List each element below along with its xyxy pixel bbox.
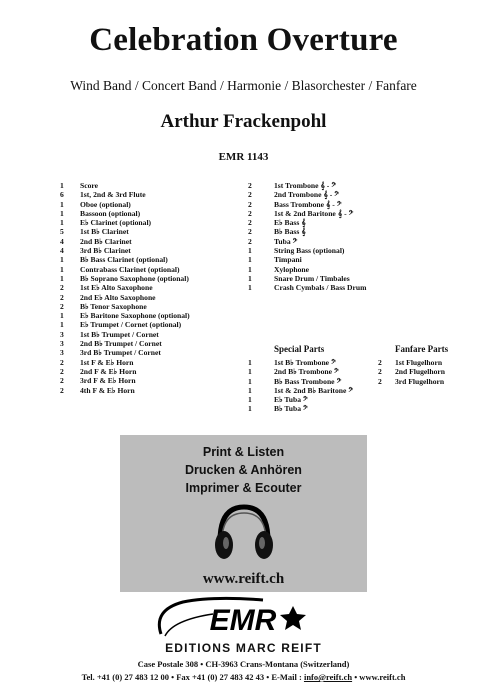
part-quantity: 2 bbox=[60, 301, 64, 311]
part-name: B♭ Bass Clarinet (optional) bbox=[80, 255, 168, 265]
part-name: B♭ Tenor Saxophone bbox=[80, 301, 147, 311]
part-name: 1st Flugelhorn bbox=[395, 358, 443, 367]
part-quantity: 1 bbox=[60, 199, 64, 209]
catalog-number: EMR 1143 bbox=[218, 151, 269, 163]
special-parts-header: Special Parts bbox=[274, 344, 325, 354]
part-name: B♭ Bass 𝄞 bbox=[274, 227, 306, 237]
part-row bbox=[60, 358, 250, 367]
part-name: 2nd B♭ Trombone 𝄢 bbox=[274, 367, 339, 377]
part-row bbox=[60, 274, 250, 283]
promo-line-print-listen: Print & Listen bbox=[202, 445, 285, 459]
part-row bbox=[60, 246, 250, 255]
part-name: Snare Drum / Timbales bbox=[274, 273, 350, 283]
headphones-icon bbox=[210, 501, 278, 563]
part-row bbox=[60, 218, 250, 227]
part-row bbox=[60, 386, 250, 395]
contact-prefix: Tel. +41 (0) 27 483 12 00 • Fax +41 (0) 27 483 42 43 • E-Mail : bbox=[81, 672, 304, 682]
part-quantity: 2 bbox=[60, 376, 64, 386]
part-row bbox=[248, 367, 398, 376]
part-row bbox=[60, 330, 250, 339]
parts-list-right bbox=[248, 181, 438, 293]
part-name: E♭ Clarinet (optional) bbox=[80, 218, 152, 228]
part-row bbox=[248, 227, 438, 236]
part-row bbox=[60, 200, 250, 209]
part-row bbox=[248, 246, 438, 255]
part-row bbox=[248, 377, 398, 386]
part-quantity: 2 bbox=[248, 227, 252, 237]
part-quantity: 1 bbox=[60, 311, 64, 321]
part-row bbox=[60, 348, 250, 357]
part-quantity: 4 bbox=[60, 246, 64, 256]
part-name: 1st B♭ Trombone 𝄢 bbox=[274, 358, 336, 367]
part-quantity: 2 bbox=[248, 199, 252, 209]
part-name: E♭ Tuba 𝄢 bbox=[274, 395, 308, 405]
part-quantity: 4 bbox=[60, 236, 64, 246]
part-quantity: 1 bbox=[248, 255, 252, 265]
part-row bbox=[378, 358, 478, 367]
part-name: E♭ Bass 𝄞 bbox=[274, 218, 306, 228]
special-parts bbox=[248, 345, 398, 414]
part-row bbox=[248, 237, 438, 246]
part-name: E♭ Trumpet / Cornet (optional) bbox=[80, 320, 182, 330]
part-quantity: 2 bbox=[60, 283, 64, 293]
part-name: 3rd Flugelhorn bbox=[395, 376, 445, 386]
part-row bbox=[248, 190, 438, 199]
part-quantity: 2 bbox=[378, 367, 382, 377]
part-quantity: 1 bbox=[248, 367, 252, 377]
part-quantity: 1 bbox=[248, 376, 252, 386]
part-row bbox=[60, 320, 250, 329]
part-quantity: 2 bbox=[248, 190, 252, 200]
part-row bbox=[248, 283, 438, 292]
part-quantity: 2 bbox=[248, 236, 252, 246]
part-row bbox=[60, 367, 250, 376]
part-name: E♭ Baritone Saxophone (optional) bbox=[80, 311, 190, 321]
website-link[interactable]: www.reift.ch bbox=[202, 571, 285, 587]
part-quantity: 2 bbox=[60, 366, 64, 376]
part-row bbox=[60, 376, 250, 385]
part-row bbox=[60, 265, 250, 274]
postal-address: Case Postale 308 • CH-3963 Crans-Montana (Switzerland) bbox=[137, 659, 350, 669]
part-row bbox=[248, 274, 438, 283]
part-row bbox=[60, 237, 250, 246]
part-name: 1st Trombone 𝄞 - 𝄢 bbox=[274, 181, 337, 190]
composer-name: Arthur Frackenpohl bbox=[160, 111, 327, 132]
part-name: String Bass (optional) bbox=[274, 246, 345, 256]
part-quantity: 2 bbox=[378, 358, 382, 367]
part-quantity: 1 bbox=[60, 181, 64, 190]
part-name: Timpani bbox=[274, 255, 302, 265]
part-quantity: 1 bbox=[60, 255, 64, 265]
part-name: 2nd B♭ Clarinet bbox=[80, 236, 132, 246]
score-title: Celebration Overture bbox=[89, 22, 398, 58]
part-row bbox=[248, 265, 438, 274]
part-quantity: 1 bbox=[248, 246, 252, 256]
part-row bbox=[248, 209, 438, 218]
part-name: 1st & 2nd B♭ Baritone 𝄢 bbox=[274, 385, 354, 395]
part-name: 1st, 2nd & 3rd Flute bbox=[80, 190, 146, 200]
part-quantity: 1 bbox=[248, 264, 252, 274]
part-name: 1st B♭ Clarinet bbox=[80, 227, 129, 237]
part-name: B♭ Tuba 𝄢 bbox=[274, 404, 308, 414]
part-name: 3rd B♭ Trumpet / Cornet bbox=[80, 348, 161, 358]
part-row bbox=[60, 293, 250, 302]
part-quantity: 1 bbox=[248, 385, 252, 395]
part-row bbox=[248, 200, 438, 209]
part-name: 3rd B♭ Clarinet bbox=[80, 246, 131, 256]
part-row bbox=[60, 302, 250, 311]
promo-line-drucken: Drucken & Anhören bbox=[185, 463, 302, 477]
part-name: Score bbox=[80, 181, 98, 190]
publisher-name: EDITIONS MARC REIFT bbox=[165, 641, 322, 655]
part-name: Bassoon (optional) bbox=[80, 208, 141, 218]
part-quantity: 2 bbox=[60, 357, 64, 367]
part-row bbox=[60, 181, 250, 190]
part-quantity: 1 bbox=[248, 404, 252, 414]
parts-list-left bbox=[60, 181, 250, 395]
part-quantity: 5 bbox=[60, 227, 64, 237]
part-name: 4th F & E♭ Horn bbox=[80, 385, 135, 395]
part-row bbox=[248, 404, 398, 413]
part-name: 1st B♭ Trumpet / Cornet bbox=[80, 329, 159, 339]
part-row bbox=[378, 367, 478, 376]
part-name: B♭ Soprano Saxophone (optional) bbox=[80, 273, 189, 283]
print-listen-box bbox=[120, 435, 367, 592]
part-quantity: 3 bbox=[60, 339, 64, 349]
part-name: Tuba 𝄢 bbox=[274, 236, 298, 246]
part-row bbox=[60, 311, 250, 320]
part-row bbox=[248, 386, 398, 395]
part-row bbox=[248, 181, 438, 190]
part-row bbox=[60, 209, 250, 218]
part-name: 2nd F & E♭ Horn bbox=[80, 366, 137, 376]
part-name: Bass Trombone 𝄞 - 𝄢 bbox=[274, 199, 342, 209]
part-row bbox=[378, 377, 478, 386]
emr-logo bbox=[143, 594, 343, 642]
fanfare-parts-header: Fanfare Parts bbox=[395, 344, 449, 354]
part-row bbox=[60, 339, 250, 348]
fanfare-parts bbox=[378, 345, 478, 386]
part-quantity: 1 bbox=[60, 273, 64, 283]
part-row bbox=[248, 358, 398, 367]
part-row bbox=[60, 255, 250, 264]
part-row bbox=[248, 255, 438, 264]
email-link[interactable]: info@reift.ch bbox=[303, 672, 353, 682]
contact-suffix: • www.reift.ch bbox=[352, 672, 406, 682]
part-name: Crash Cymbals / Bass Drum bbox=[274, 283, 367, 293]
part-name: Xylophone bbox=[274, 264, 310, 274]
part-quantity: 6 bbox=[60, 190, 64, 200]
part-quantity: 1 bbox=[248, 395, 252, 405]
part-name: 1st & 2nd Baritone 𝄞 - 𝄢 bbox=[274, 208, 354, 218]
part-quantity: 3 bbox=[60, 348, 64, 358]
part-name: 1st E♭ Alto Saxophone bbox=[80, 283, 153, 293]
ensemble-subtitle: Wind Band / Concert Band / Harmonie / Blasorchester / Fanfare bbox=[70, 78, 417, 93]
part-quantity: 2 bbox=[378, 376, 382, 386]
part-name: B♭ Bass Trombone 𝄢 bbox=[274, 376, 342, 386]
part-quantity: 1 bbox=[60, 264, 64, 274]
part-name: 2nd E♭ Alto Saxophone bbox=[80, 292, 156, 302]
part-name: 2nd B♭ Trumpet / Cornet bbox=[80, 339, 162, 349]
part-quantity: 2 bbox=[248, 208, 252, 218]
part-row bbox=[60, 227, 250, 236]
part-quantity: 2 bbox=[60, 385, 64, 395]
part-row bbox=[60, 190, 250, 199]
part-quantity: 1 bbox=[60, 320, 64, 330]
part-name: Oboe (optional) bbox=[80, 199, 131, 209]
part-name: 3rd F & E♭ Horn bbox=[80, 376, 136, 386]
contact-line bbox=[0, 672, 487, 682]
part-name: 2nd Trombone 𝄞 - 𝄢 bbox=[274, 190, 340, 200]
part-quantity: 1 bbox=[248, 273, 252, 283]
part-row bbox=[60, 283, 250, 292]
part-quantity: 1 bbox=[248, 283, 252, 293]
part-quantity: 2 bbox=[60, 292, 64, 302]
part-quantity: 1 bbox=[248, 358, 252, 367]
part-quantity: 2 bbox=[248, 181, 252, 190]
part-quantity: 2 bbox=[248, 218, 252, 228]
part-quantity: 3 bbox=[60, 329, 64, 339]
part-name: Contrabass Clarinet (optional) bbox=[80, 264, 180, 274]
part-quantity: 1 bbox=[60, 218, 64, 228]
part-name: 2nd Flugelhorn bbox=[395, 367, 446, 377]
part-row bbox=[248, 395, 398, 404]
logo-letters: EMR bbox=[209, 604, 277, 637]
part-name: 1st F & E♭ Horn bbox=[80, 357, 134, 367]
part-quantity: 1 bbox=[60, 208, 64, 218]
promo-line-imprimer: Imprimer & Ecouter bbox=[185, 481, 302, 495]
